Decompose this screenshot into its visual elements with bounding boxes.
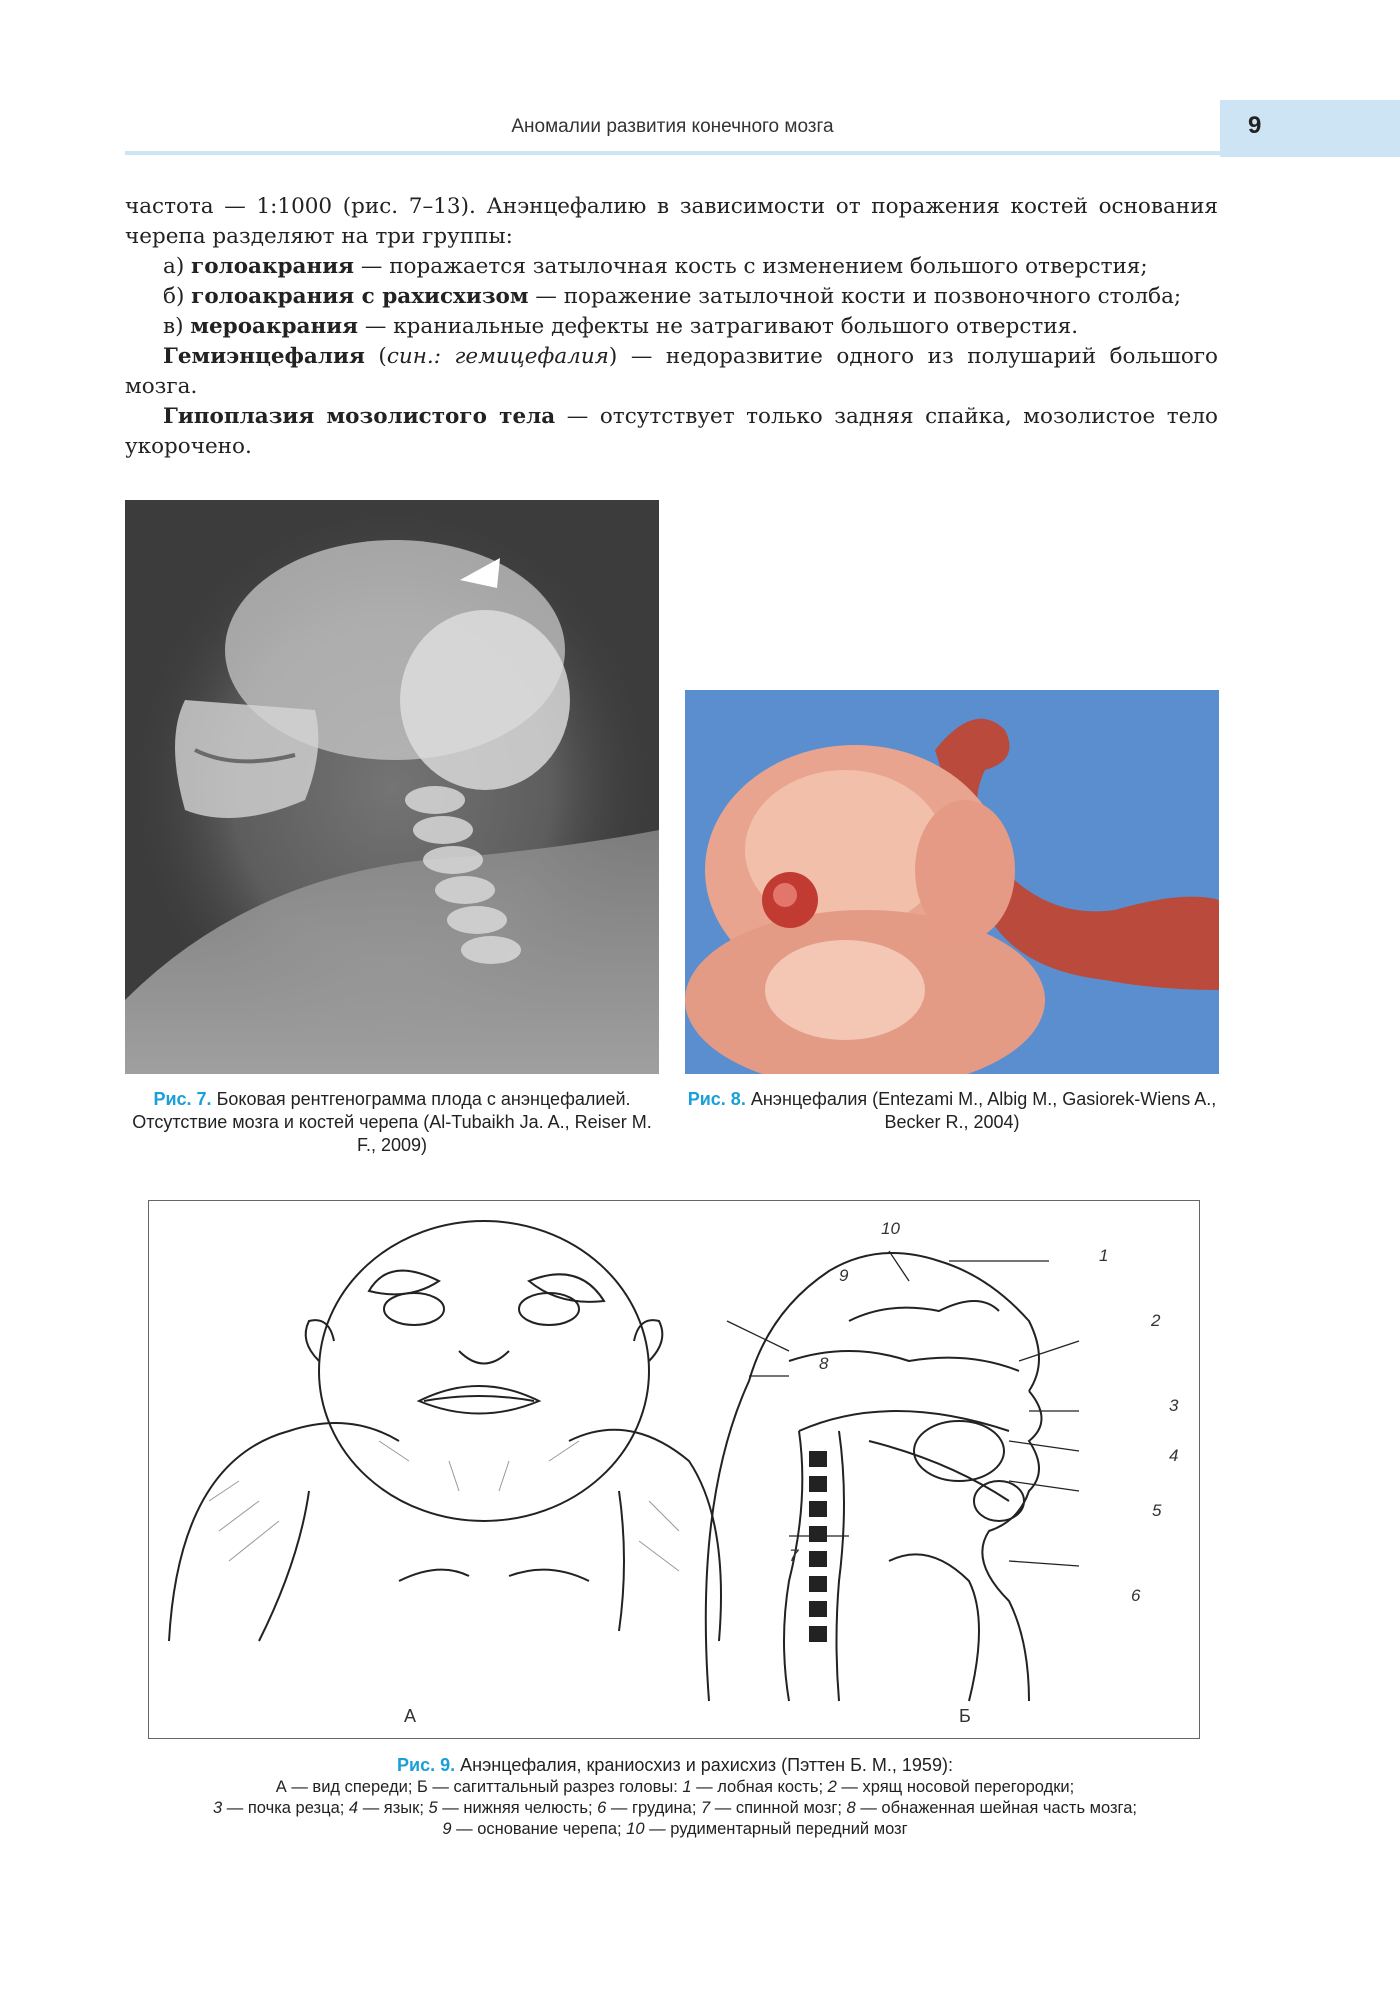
hatching [209,1441,679,1571]
page-number: 9 [1248,112,1262,139]
callout-8: 8 [819,1354,829,1373]
callout-9: 9 [839,1266,849,1285]
header-rule [125,151,1220,155]
figure-drawings [148,1200,1200,1739]
xray-image [125,500,659,1074]
callout-5: 5 [1152,1501,1162,1520]
list-item-c: в) мероакрания — краниальные дефекты не затрагивают большого отверстия. [163,314,1079,339]
panel-a-label: А [404,1706,417,1726]
list-item-a: а) голоакрания — поражается затылочная кость с изменением большого отверстия; [163,254,1148,279]
paragraph-hypoplasia: Гипоплазия мозолистого тела — отсутствует только задняя спайка, мозолистое тело укорочено. [125,404,1219,459]
figure-8-caption: Рис. 8. Анэнцефалия (Entezami M., Albig M., Gasiorek-Wiens A., Becker R., 2004) [687,1089,1217,1132]
page-number-tab [1220,100,1400,157]
callout-7: 7 [789,1546,799,1565]
callout-1: 1 [1099,1246,1109,1265]
running-header: Аномалии развития конечного мозга [511,116,834,137]
term: голоакрания с рахисхизом [191,284,529,309]
figure-9-title: Рис. 9. Анэнцефалия, краниосхиз и рахисхиз (Пэттен Б. М., 1959): [397,1755,953,1775]
figure-label: Рис. 8. [687,1089,746,1109]
term: Гемиэнцефалия [163,344,365,369]
figure-9-legend: А — вид спереди; Б — сагиттальный разрез головы: 1 — лобная кость; 2 — хрящ носовой перегородки; 3 — почка резца; 4 — язык; 5 — нижняя челюсть; 6 — грудина; 7 — спинной мозг; 8 — обнаженная шейная часть мозга; 9 — основание черепа; 10 — рудиментарный передний мозг [213,1778,1137,1838]
term: мероакрания [190,314,359,339]
callout-6: 6 [1131,1586,1141,1605]
anencephaly-photo [685,690,1219,1074]
sagittal-section-drawing [706,1253,1042,1701]
leader-lines [727,1251,1079,1566]
figure-9-caption [150,1754,1200,1840]
figure-7-caption: Рис. 7. Боковая рентгенограмма плода с анэнцефалией. Отсутствие мозга и костей черепа (Al-Tubaikh Ja. A., Reiser M. F., 2009) [132,1089,652,1155]
panel-b-label: Б [959,1706,971,1726]
callout-2: 2 [1151,1311,1161,1330]
figure-label: Рис. 7. [153,1089,212,1109]
callout-3: 3 [1169,1396,1179,1415]
term: голоакрания [191,254,355,279]
vertebrae [809,1451,827,1642]
line-drawings [149,1201,1199,1738]
callout-4: 4 [1169,1446,1179,1465]
paragraph-anencephaly-groups: частота — 1:1000 (рис. 7–13). Анэнцефалию в зависимости от поражения костей основания черепа разделяют на три группы: [125,194,1218,249]
infant-front-drawing [169,1221,721,1641]
figure-xray [125,500,659,1074]
callout-10: 10 [881,1219,900,1238]
figure-photo [685,690,1219,1074]
paragraph-hemiencephaly: Гемиэнцефалия (син.: гемицефалия) — недоразвитие одного из полушарий большого мозга. [125,344,1218,399]
term: Гипоплазия мозолистого тела [163,404,556,429]
figure-label: Рис. 9. [397,1755,456,1775]
list-item-b: б) голоакрания с рахисхизом — поражение затылочной кости и позвоночного столба; [163,284,1182,309]
body-text [125,192,1218,462]
